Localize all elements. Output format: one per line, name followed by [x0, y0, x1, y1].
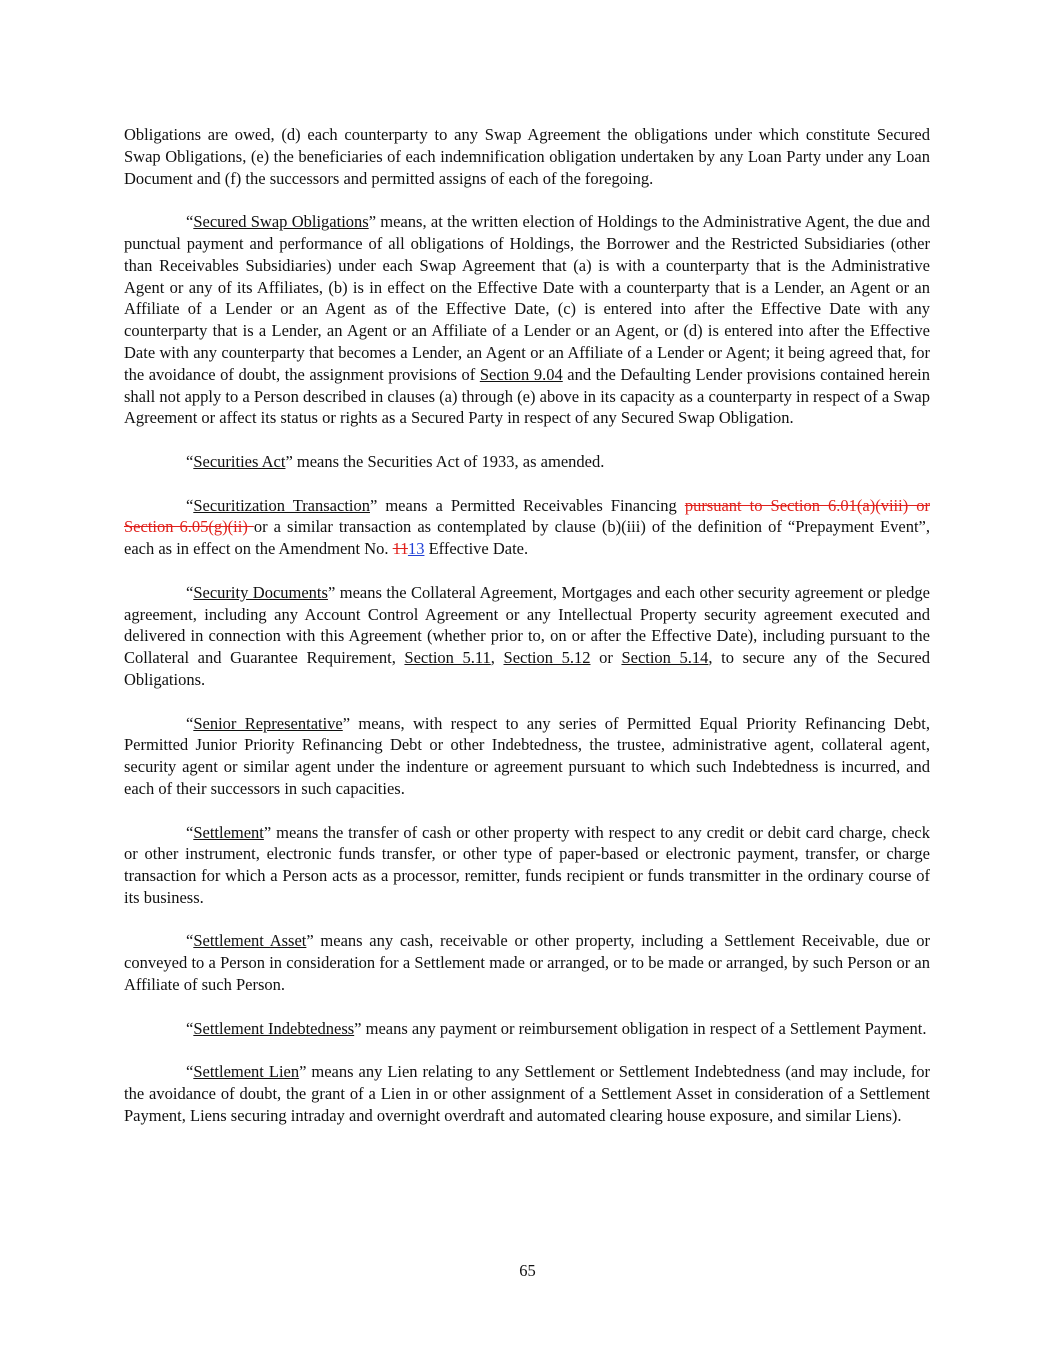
defined-term: Settlement Indebtedness: [193, 1018, 355, 1038]
definition-text: ” means any Lien relating to any Settlement or Settlement Indebtedness (and may include, for the avoidance of doubt, the grant of a Lien in or other assignment of a Settlement Asset in consideration of a Settlement Payment, Liens securing intraday and overnight overdraft and automated clearing house exposure, and similar Liens).: [124, 1062, 930, 1125]
definition-text: ” means, with respect to any series of Permitted Equal Priority Refinancing Debt, Permitted Junior Priority Refinancing Debt or other Indebtedness, the trustee, administrative agent, collateral agent, security agent or similar agent under the indenture or agreement pursuant to which such Indebtedness is incurred, and each of their successors in such capacities.: [124, 713, 930, 798]
definition-text: ” means the Securities Act of 1933, as amended.: [285, 451, 605, 471]
defined-term: Securitization Transaction: [193, 495, 370, 515]
definition-text: ” means any cash, receivable or other property, including a Settlement Receivable, due or conveyed to a Person in consideration for a Settlement made or arranged, or to be made or arranged, by such Person or an Affiliate of such Person.: [124, 931, 930, 995]
section-reference: Section 5.12: [503, 648, 591, 668]
paragraph-continuation: [124, 124, 930, 189]
definition-text: and the Defaulting Lender provisions contained herein shall not apply to a Person described in clauses (a) through (e) above in its capacity as a counterparty in respect of a Swap Agreement or affect its status or rights as a Secured Party in respect of any Secured Swap Obligation.: [124, 364, 930, 428]
deleted-text: pursuant to Section 6.01(a)(viii) or Section 6.05(g)(ii): [124, 495, 930, 537]
definition-text: Effective Date.: [424, 539, 529, 559]
section-reference: Section 9.04: [479, 364, 563, 384]
definition-text: ,: [490, 648, 504, 668]
defined-term: Security Documents: [193, 582, 328, 602]
definition-text: , to secure any of the Secured Obligations.: [124, 648, 930, 689]
definition-secured-swap-obligations: “Secured Swap Obligations” means, at the written election of Holdings to the Administrative Agent, the due and punctual payment and performance of all obligations of Holdings, the Borrower and the Restricted Subsidiaries (other than Receivables Subsidiaries) under each Swap Agreement that (a) is with a counterparty that is the Administrative Agent or any of its Affiliates, (b) is in effect on the Effective Date with a counterparty that is a Lender, an Agent or an Affiliate of a Lender or an Agent as of the Effective Date, (c) is entered into after the Effective Date with any counterparty that is a Lender, an Agent or an Affiliate of a Lender or an Agent, or (d) is entered into after the Effective Date with any counterparty that becomes a Lender, an Agent or an Affiliate of a Lender or Agent; it being agreed that, for the avoidance of doubt, the assignment provisions of Section 9.04 and the Defaulting Lender provisions contained herein shall not apply to a Person described in clauses (a) through (e) above in its capacity as a counterparty in respect of a Swap Agreement or affect its status or rights as a Secured Party in respect of any Secured Swap Obligation.: [124, 212, 930, 428]
defined-term: Settlement Lien: [193, 1062, 300, 1082]
definition-text: ” means a Permitted Receivables Financing: [370, 495, 685, 515]
definition-text: ” means, at the written election of Holdings to the Administrative Agent, the due and punctual payment and performance of all obligations of Holdings, the Borrower and the Restricted Subsidiaries (other than Receivables Subsidiaries) under each Swap Agreement that (a) is with a counterparty that is the Administrative Agent or any of its Affiliates, (b) is in effect on the Effective Date with a counterparty that is a Lender, an Agent or an Affiliate of a Lender or an Agent as of the Effective Date, (c) is entered into after the Effective Date with any counterparty that is a Lender, an Agent or an Affiliate of a Lender or an Agent, or (d) is entered into after the Effective Date with any counterparty that becomes a Lender, an Agent or an Affiliate of a Lender or Agent; it being agreed that, for the avoidance of doubt, the assignment provisions of: [124, 212, 930, 384]
paragraph-text: Obligations are owed, (d) each counterparty to any Swap Agreement the obligations under which constitute Secured Swap Obligations, (e) the beneficiaries of each indemnification obligation undertaken by any Loan Party under any Loan Document and (f) the successors and permitted assigns of each of the foregoing.: [124, 125, 930, 188]
definition-text: ” means the transfer of cash or other property with respect to any credit or debit card charge, check or other instrument, electronic funds transfer, or other type of paper-based or electronic payment, transfer, or charge transaction for which a Person acts as a processor, remitter, funds recipient or funds transmitter in the ordinary course of its business.: [124, 822, 930, 907]
defined-term: Senior Representative: [193, 713, 343, 733]
definition-settlement: “Settlement” means the transfer of cash or other property with respect to any credit or debit card charge, check or other instrument, electronic funds transfer, or other type of paper-based or electronic payment, transfer, or charge transaction for which a Person acts as a processor, remitter, funds recipient or funds transmitter in the ordinary course of its business.: [124, 822, 930, 907]
definition-settlement-lien: “Settlement Lien” means any Lien relating to any Settlement or Settlement Indebtedness (and may include, for the avoidance of doubt, the grant of a Lien in or other assignment of a Settlement Asset in consideration of a Settlement Payment, Liens securing intraday and overnight overdraft and automated clearing house exposure, and similar Liens).: [124, 1062, 930, 1125]
definition-securitization-transaction: “Securitization Transaction” means a Permitted Receivables Financing pursuant to Section 6.01(a)(viii) or Section 6.05(g)(ii) or a similar transaction as contemplated by clause (b)(iii) of the definition of “Prepayment Event”, each as in effect on the Amendment No. 1113 Effective Date.: [124, 495, 930, 559]
deleted-text: 11: [392, 539, 408, 559]
defined-term: Secured Swap Obligations: [193, 212, 369, 232]
definition-text: ” means the Collateral Agreement, Mortgages and each other security agreement or pledge agreement, including any Account Control Agreement or any Intellectual Property security agreement executed and delivered in connection with this Agreement (whether prior to, on or after the Effective Date), including pursuant to the Collateral and Guarantee Requirement,: [124, 582, 931, 668]
definition-text: or: [590, 648, 622, 668]
defined-term: Settlement: [193, 822, 264, 842]
inserted-text: 13: [407, 539, 425, 559]
section-reference: Section 5.14: [621, 648, 709, 668]
definition-settlement-indebtedness: “Settlement Indebtedness” means any payment or reimbursement obligation in respect of a Settlement Payment.: [186, 1018, 927, 1038]
defined-term: Settlement Asset: [193, 931, 307, 951]
definition-securities-act: “Securities Act” means the Securities Act of 1933, as amended.: [186, 451, 605, 471]
definition-text: ” means any payment or reimbursement obligation in respect of a Settlement Payment.: [354, 1018, 927, 1038]
section-reference: Section 5.11: [404, 648, 491, 668]
definition-senior-representative: “Senior Representative” means, with respect to any series of Permitted Equal Priority Refinancing Debt, Permitted Junior Priority Refinancing Debt or other Indebtedness, the trustee, administrative agent, collateral agent, security agent or similar agent under the indenture or agreement pursuant to which such Indebtedness is incurred, and each of their successors in such capacities.: [124, 713, 930, 798]
definition-security-documents: “Security Documents” means the Collateral Agreement, Mortgages and each other security agreement or pledge agreement, including any Account Control Agreement or any Intellectual Property security agreement executed and delivered in connection with this Agreement (whether prior to, on or after the Effective Date), including pursuant to the Collateral and Guarantee Requirement, Section 5.11, Section 5.12 or Section 5.14, to secure any of the Secured Obligations.: [124, 582, 931, 689]
definition-text: or a similar transaction as contemplated by clause (b)(iii) of the definition of “Prepayment Event”, each as in effect on the Amendment No.: [124, 517, 930, 559]
defined-term: Securities Act: [193, 451, 286, 471]
document-page: [124, 124, 930, 1148]
page-number: 65: [519, 1261, 536, 1280]
definition-settlement-asset: “Settlement Asset” means any cash, receivable or other property, including a Settlement Receivable, due or conveyed to a Person in consideration for a Settlement made or arranged, or to be made or arranged, by such Person or an Affiliate of such Person.: [124, 931, 930, 995]
